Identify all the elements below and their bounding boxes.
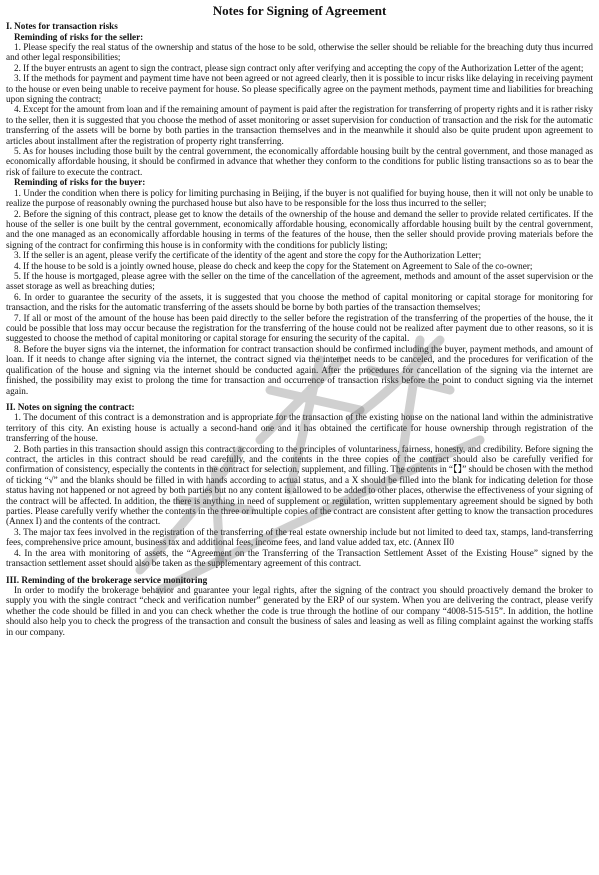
seller-risks-heading: Reminding of risks for the seller: [14, 31, 144, 42]
brokerage-note-item: In order to modify the brokerage behavior and guarantee your legal rights, after the signing of the contract you should proactively demand the broker to supply you with the single contract “check and verification number” generated by the ERP of our system. When you are delivering the contract, please verify whether the code should be filled in and you can check whether the code is true through the hotline of our company “4008-515-515”. In addition, the hotline should also help you to check the progress of the transaction and consult the business of sales and leasing as well as filing complaint against the working staffs in our company. [6, 585, 593, 637]
section-heading: III. Reminding of the brokerage service monitoring [6, 574, 208, 585]
buyer-risk-item: 8. Before the buyer signs via the internet, the information for contract transaction should be confirmed including the buyer, payment methods, and amount of loan. If it needs to change after signing via the internet, the contract signed via the internet needs to be canceled, and the procedures for verification of the qualification of the house and signing via the internet should be conducted again. After the procedures for cancellation of the signing via the internet are finished, the possibility may exist to prolong the time for transaction and occurrence of transaction risks before the point to conduct signing via the internet again. [6, 343, 593, 396]
buyer-risk-item: 5. If the house is mortgaged, please agree with the seller on the time of the cancellation of the agreement, methods and amount of the asset supervision or the asset storage as well as breaching duties; [6, 271, 593, 292]
seller-risk-item: 4. Except for the amount from loan and if the remaining amount of payment is paid after the registration for transferring of property rights and it is rather risky to the seller, then it is suggested that you choose the method of asset monitoring or asset supervision for conduction of transaction and the risk for the automatic transferring of the assets will be borne by both parties in the transaction themselves and in the meanwhile it should also be quite prudent upon agreement to articles about installment after the registration of property right transferring. [6, 104, 593, 146]
section-heading: II. Notes on signing the contract: [6, 401, 135, 412]
signing-note-item: 2. Both parties in this transaction should assign this contract according to the principles of voluntariness, fairness, honesty, and credibility. Before signing the contract, the articles in this contract should be read carefully, and the contents in the three copies of the contract should also be carefully verified for confirmation of consistency, especially the contents in the contract for selection, supplement, and filling. The contents in “【】” should be chosen with the method of ticking “√” and the blanks should be filled in with hands according to actual status, and a X should be filled into the blank for indicating deletion for those status having not happened or not agreed by both parties but no any content is allowed to be added to other places, otherwise the effectiveness of your signing of the contract will be affected. In addition, the there is anything in need of supplement or regulation, written supplementary agreement should be signed by both parties. Please carefully verify whether the contents in the three or multiple copies of the contract are consistent after getting to know the transaction procedures (Annex I) and the contents of the contract. [6, 443, 593, 527]
buyer-risk-item: 4. If the house to be sold is a jointly owned house, please do check and keep the copy for the Statement on Agreement to Sale of the co-owner; [14, 260, 533, 271]
document-title: Notes for Signing of Agreement [212, 3, 387, 18]
buyer-risk-item: 6. In order to guarantee the security of the assets, it is suggested that you choose the method of capital monitoring or capital storage for monitoring for transaction, and the risks for the automatic transferring of the assets should be borne by both parties of the transaction themselves; [6, 291, 593, 313]
signing-note-item: 3. The major tax fees involved in the registration of the transferring of the real estate ownership include but not limited to deed tax, stamps, land-transferring fees, comprehensive price amount, business tax and additional fees, income fees, and land value added tax, etc. (Annex II0 [6, 526, 593, 548]
buyer-risks-heading: Reminding of risks for the buyer: [14, 177, 146, 188]
signing-note-item: 1. The document of this contract is a demonstration and is appropriate for the transaction of the existing house on the national land within the administrative territory of this city. An existing house is actually a second-hand one and it has obtained the certificate for house ownership through registration of the transferring of the house. [6, 412, 593, 444]
buyer-risk-item: 2. Before the signing of this contract, please get to know the details of the ownership of the house and demand the seller to provide related certificates. If the house of the seller is one built by the central government, economically affordable housing, economically affordable housing built by the central government, and the one managed as an economically affordable housing in terms of the features of the house, then the seller should provide proving materials before the signing of the contract for confirming this house is in conformity with the conditions for publicly listing; [6, 208, 593, 250]
buyer-risk-item: 7. If all or most of the amount of the house has been paid directly to the seller before the registration of the transferring of the properties of the house, the it could be possible that loss may occur because the registration for the transferring of the house could not be realized after payment due to other reasons, so it is suggested to choose the method of capital monitoring or capital storage for ensuring the security of the capital. [6, 312, 593, 344]
section-heading: I. Notes for transaction risks [6, 21, 118, 31]
buyer-risk-item: 3. If the seller is an agent, please verify the certificate of the identity of the agent and store the copy for the Authorization Letter; [14, 250, 482, 261]
seller-risk-item: 2. If the buyer entrusts an agent to sign the contract, please sign contract only after verifying and accepting the copy of the Authorization Letter of the agent; [14, 62, 584, 73]
seller-risk-item: 5. As for houses including those built by the central government, the economically affordable housing built by the central government, and those managed as economically affordable housing, it should be confirmed in advance that whether they conform to the conditions for public listing transactions so as to bear the risk of failure to execute the contract. [6, 146, 593, 177]
seller-risk-item: 3. If the methods for payment and payment time have not been agreed or not agreed clearly, then it is possible to incur risks like delaying in receiving payment to the house or even being unable to receive payment for house. So please specifically agree on the payment methods, payment time and liabilities for breaching upon signing the contract; [6, 73, 593, 105]
agreement-notes-page [6, 2, 593, 873]
signing-note-item: 4. In the area with monitoring of assets, the “Agreement on the Transferring of the Transaction Settlement Asset of the Existing House” signed by the transaction settlement asset should also be taken as the supplementary agreement of this contract. [6, 547, 593, 569]
seller-risk-item: 1. Please specify the real status of the ownership and status of the hose to be sold, otherwise the seller should be reliable for the breaching duty thus incurred and other legal responsibilities; [6, 42, 593, 63]
section-signing-notes [6, 402, 593, 569]
buyer-risk-item: 1. Under the condition when there is policy for limiting purchasing in Beijing, if the buyer is not qualified for buying house, then it will not only be unable to realize the purpose of reasonably owning the purchased house but also have to be responsible for the loss thus incurred to the seller; [6, 187, 593, 209]
section-brokerage-monitoring [6, 575, 593, 638]
section-transaction-risks [6, 21, 593, 396]
